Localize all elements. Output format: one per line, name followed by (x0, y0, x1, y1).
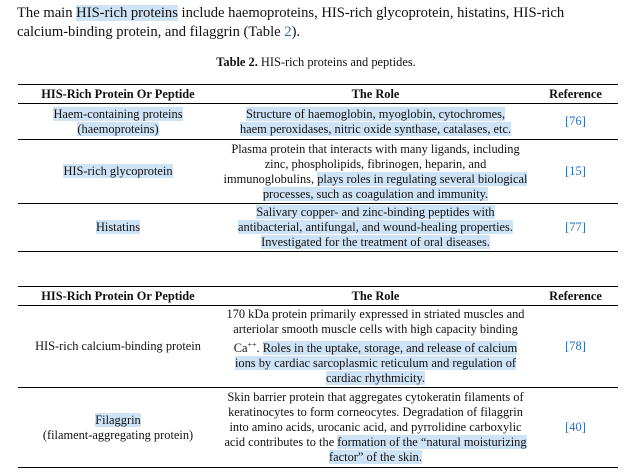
citation-link[interactable]: [77] (565, 220, 586, 234)
role-cell (218, 140, 533, 204)
role-text: Skin barrier protein that aggregates cytokeratin filaments of keratinocytes to form corneocytes. Degradation of filaggrin into amino acids, urocanic acid, and pyrrolidine carboxylic acid contributes to the (224, 390, 524, 450)
reference-cell (533, 104, 618, 140)
protein-name: Histatins (95, 220, 141, 234)
table-row (18, 140, 618, 204)
protein-name-cell (18, 204, 218, 252)
protein-name-line: (haemoproteins) (77, 121, 159, 136)
citation-link[interactable]: [15] (565, 164, 586, 178)
proteins-table-part-2 (18, 286, 618, 468)
protein-name-cell (18, 140, 218, 204)
intro-tail: ). (291, 24, 301, 40)
role-cell (218, 204, 533, 252)
intro-middle: include haemoproteins, HIS-rich glycoprotein, histatins, HIS-rich calcium-binding protein, and filaggrin (Table (17, 5, 565, 40)
role-line: Salivary copper- and zinc-binding peptides with (256, 205, 495, 219)
table-header-row (18, 287, 618, 306)
column-header-role: The Role (218, 85, 533, 104)
table-row (18, 104, 618, 140)
protein-name-cell: HIS-rich calcium-binding protein (18, 306, 218, 388)
role-cell (218, 104, 533, 140)
role-text-highlighted: formation of the “natural moisturizing factor” of the skin. (329, 435, 527, 465)
table-row (18, 204, 618, 252)
protein-name-subtitle: (filament-aggregating protein) (42, 427, 194, 442)
role-text: 170 kDa protein primarily expressed in striated muscles and arteriolar smooth muscle cells with high capacity binding Ca (226, 307, 525, 356)
reference-cell (533, 140, 618, 204)
reference-cell (533, 306, 618, 388)
intro-highlight: HIS-rich proteins (76, 5, 178, 21)
column-header-protein: HIS-Rich Protein Or Peptide (18, 287, 218, 306)
protein-name (53, 107, 182, 136)
role-line: haem peroxidases, nitric oxide synthase, catalases, etc. (239, 121, 512, 136)
citation-link[interactable]: [78] (565, 339, 586, 354)
role-text-highlighted: Roles in the uptake, storage, and release of calcium ions by cardiac sarcoplasmic reticulum and regulation of cardiac rhythmicity. (234, 341, 518, 386)
table-reference-link[interactable]: 2 (284, 24, 292, 40)
intro-lead: The main (17, 5, 77, 21)
citation-link[interactable]: [40] (565, 420, 586, 435)
citation-link[interactable]: [76] (565, 114, 586, 128)
table-header-row (18, 85, 618, 104)
role-line: Investigated for the treatment of oral diseases. (261, 235, 490, 249)
role-cell (218, 306, 533, 388)
protein-name: Filaggrin (95, 412, 141, 427)
role-text: Plasma protein that interacts with many ligands, including zinc, phospholipids, fibrinogen, heparin, and immunoglobulins, (223, 141, 520, 186)
role-line: Structure of haemoglobin, myoglobin, cytochromes, (245, 106, 506, 121)
role-text-highlighted (238, 205, 513, 249)
role-text-highlighted: plays roles in regulating several biological processes, such as coagulation and immunity. (262, 171, 528, 201)
table-row (18, 388, 618, 468)
proteins-table-part-1 (18, 84, 618, 252)
column-header-reference: Reference (533, 85, 618, 104)
role-separator: . (256, 341, 263, 356)
role-line: antibacterial, antifungal, and wound-healing properties. (238, 220, 513, 234)
role-text-highlighted (240, 107, 511, 136)
reference-cell (533, 388, 618, 468)
protein-name-line: Haem-containing proteins (53, 106, 183, 121)
table-caption (0, 55, 632, 70)
table-caption-label: Table 2. (216, 55, 258, 69)
column-header-protein: HIS-Rich Protein Or Peptide (18, 85, 218, 104)
protein-name: HIS-rich glycoprotein (63, 164, 173, 178)
table-caption-text: HIS-rich proteins and peptides. (257, 55, 416, 69)
table-row (18, 306, 618, 388)
reference-cell (533, 204, 618, 252)
role-cell (218, 388, 533, 468)
protein-name-cell (18, 104, 218, 140)
superscript: ++ (247, 340, 257, 349)
column-header-reference: Reference (533, 287, 618, 306)
column-header-role: The Role (218, 287, 533, 306)
intro-paragraph (17, 4, 617, 42)
protein-name-cell (18, 388, 218, 468)
